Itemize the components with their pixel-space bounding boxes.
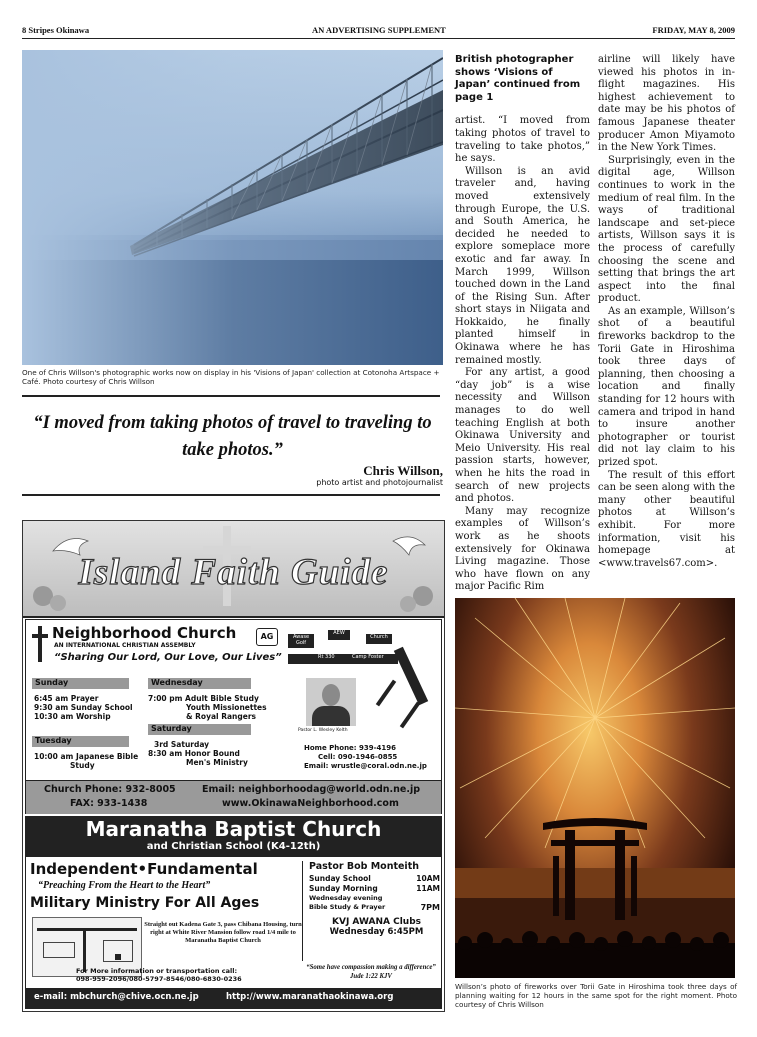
wednesday-item: Youth Missionettes <box>186 703 267 712</box>
map-label-foster: Camp Foster <box>352 654 384 660</box>
church-phone: Church Phone: 932-8005 <box>44 784 176 795</box>
info-phones: 098-959-2096/080-5797-8546/080-6830-0236 <box>76 975 242 983</box>
maranatha-info <box>76 967 306 983</box>
quote-rule-bottom <box>22 494 440 496</box>
article-paragraph: As an example, Willson’s shot of a beautiful fireworks backdrop to the Torii Gate in Hiroshima took three days of planning, then choosing a location and finally standing for 12 hours with camera and tripod in hand to insure another photographer or tourist did not lay claim to his prized spot. <box>598 305 735 468</box>
cell-phone: Cell: 090-1946-0855 <box>318 753 398 761</box>
bridge-illustration <box>22 50 443 365</box>
quote-rule-top <box>22 395 440 397</box>
awana-time: Wednesday 6:45PM <box>329 927 424 937</box>
maranatha-directions: Straight out Kadena Gate 3, pass Chibana Housing, turn right at White River Mansion follow road 1/4 mile to Maranatha Baptist Church <box>144 921 302 944</box>
maranatha-tagline-3: Military Ministry For All Ages <box>30 895 260 911</box>
article-paragraph: Many may recognize examples of Willson’s work as he shoots extensively for Okinawa Living magazine. Those who have flown on any major Pacific Rim <box>455 505 590 593</box>
maranatha-email: e-mail: mbchurch@chive.ocn.ne.jp <box>34 992 199 1002</box>
church-advertisement <box>22 520 445 1012</box>
schedule-row <box>309 874 444 884</box>
article-paragraph: For any artist, a good “day job” is a wise necessity and Willson manages to do well teaching English at both Okinawa University and Meio University. His real passion starts, however, when he hits the road in search of new projects and photos. <box>455 367 590 505</box>
saturday-item: 3rd Saturday <box>154 740 210 749</box>
map-label-golf: Awase Golf <box>288 634 314 648</box>
article-column-2 <box>598 54 735 570</box>
saturday-item: 8:30 am Honor Bound <box>148 749 240 758</box>
awana-clubs: KVJ AWANA Clubs <box>332 917 421 927</box>
pastor-photo <box>306 678 356 726</box>
pull-quote: “I moved from taking photos of travel to traveling to take photos.” <box>33 413 432 460</box>
schedule-time: 11AM <box>416 884 440 893</box>
faith-guide-title: Island Faith Guide <box>78 552 389 593</box>
schedule-label: Sunday Morning <box>309 884 378 893</box>
cross-icon <box>32 626 48 662</box>
schedule-row <box>309 903 444 913</box>
bridge-photo-caption: One of Chris Willson's photographic works now on display in his 'Visions of Japan' collection at Cotonoha Artspace + Café. Photo courtesy of Chris Willson <box>22 368 440 386</box>
maranatha-schedule-box <box>302 861 444 961</box>
schedule-row <box>309 894 444 903</box>
supplement-label: AN ADVERTISING SUPPLEMENT <box>312 25 446 35</box>
quote-author-title: photo artist and photojournalist <box>316 478 443 487</box>
issue-date: FRIDAY, MAY 8, 2009 <box>652 25 735 35</box>
home-phone: Home Phone: 939-4196 <box>304 744 397 752</box>
maranatha-website: http://www.maranathaokinawa.org <box>226 992 394 1002</box>
maranatha-verse: “Some have compassion making a difference” Jude 1:22 KJV <box>306 964 436 980</box>
quote-author: Chris Willson, <box>363 463 443 478</box>
article-paragraph: The result of this effort can be seen along with the many other beautiful photos at Willson’s exhibit. For more information, visit his homepage at <www.travels67.com>. <box>598 469 735 569</box>
page-header <box>22 24 735 39</box>
church-footer <box>26 780 441 814</box>
sunday-schedule <box>34 694 133 721</box>
map-label-aew: AEW <box>328 630 350 640</box>
tuesday-item: Study <box>70 761 95 770</box>
info-label: For More information or transportation call: <box>76 967 238 975</box>
tuesday-label: Tuesday <box>32 736 129 747</box>
sunday-item: 10:30 am Worship <box>34 712 111 721</box>
map-label-church: Church <box>366 634 392 644</box>
sunday-item: 9:30 am Sunday School <box>34 703 133 712</box>
pastor-name: Pastor L. Wesley Kelth <box>298 728 348 733</box>
maranatha-sub: and Christian School (K4-12th) <box>146 841 321 852</box>
church-website: www.OkinawaNeighborhood.com <box>222 798 399 809</box>
sunday-label: Sunday <box>32 678 129 689</box>
saturday-schedule <box>148 740 248 767</box>
saturday-item: Men's Ministry <box>186 758 248 767</box>
wednesday-schedule <box>148 694 267 721</box>
maranatha-pastor: Pastor Bob Monteith <box>309 861 419 872</box>
maranatha-tagline-1: Independent•Fundamental <box>30 860 258 878</box>
neighborhood-church-motto: “Sharing Our Lord, Our Love, Our Lives” <box>54 652 282 663</box>
maranatha-name: Maranatha Baptist Church <box>85 817 382 841</box>
fireworks-photo <box>455 598 735 978</box>
tuesday-item: 10:00 am Japanese Bible <box>34 752 139 761</box>
fireworks-torii-illustration <box>455 598 735 978</box>
schedule-label: Wednesday evening <box>309 894 383 902</box>
page-number-section: 8 Stripes Okinawa <box>22 25 90 35</box>
schedule-row <box>309 884 444 894</box>
firework-streaks <box>455 598 735 848</box>
ag-badge: AG <box>256 628 278 646</box>
schedule-time: 7PM <box>420 903 440 912</box>
article-paragraph: Willson is an avid traveler and, having moved extensively through Europe, the U.S. and South America, he decided he needed to explore someplace more exotic and far away. In March 1999, Willson touched down in the Land of the Rising Sun. After short stays in Niigata and Hokkaido, he finally planted himself in Okinawa where he has remained mostly. <box>455 165 590 366</box>
article-paragraph: Surprisingly, even in the digital age, Willson continues to work in the medium of real film. In the ways of traditional landscape and set-piece artists, Willson says it is the process of carefully choosing the scene and setting that brings the art aspect into the final product. <box>598 154 735 305</box>
schedule-label: Sunday School <box>309 874 371 883</box>
fireworks-photo-caption: Willson’s photo of fireworks over Torii Gate in Hiroshima took three days of planning waiting for 12 hours in the same spot for the right moment. Photo courtesy of Chris Willson <box>455 982 737 1009</box>
maranatha-header <box>26 817 441 857</box>
neighborhood-church-ad <box>25 619 442 814</box>
article-paragraph: airline will likely have viewed his photos in in-flight magazines. His highest achievement to date may be his photos of famous Japanese theater producer Amon Miyamoto in the New York Times. <box>598 54 735 154</box>
church-email: Email: neighborhoodag@world.odn.ne.jp <box>202 784 421 795</box>
article-paragraph: artist. “I moved from taking photos of travel to traveling to take photos,” he says. <box>455 115 590 165</box>
article-column-1 <box>455 54 590 594</box>
sunday-item: 6:45 am Prayer <box>34 694 99 703</box>
saturday-label: Saturday <box>148 724 251 735</box>
maranatha-footer <box>26 988 441 1008</box>
wednesday-label: Wednesday <box>148 678 251 689</box>
wednesday-item: & Royal Rangers <box>186 712 257 721</box>
schedule-label: Bible Study & Prayer <box>309 903 386 911</box>
bridge-photo <box>22 50 443 365</box>
wednesday-item: 7:00 pm Adult Bible Study <box>148 694 259 703</box>
maranatha-tagline-2: “Preaching From the Heart to the Heart” <box>38 880 211 891</box>
maranatha-church-ad <box>25 816 442 1009</box>
church-fax: FAX: 933-1438 <box>70 798 148 809</box>
neighborhood-church-name: Neighborhood Church <box>52 624 237 642</box>
article-continuation-head: British photographer shows ‘Visions of Japan’ continued from page 1 <box>455 54 581 103</box>
contact-info <box>304 744 427 771</box>
map-label-route: Rt 330 <box>318 654 335 660</box>
tuesday-schedule <box>34 752 138 770</box>
neighborhood-church-sub: AN INTERNATIONAL CHRISTIAN ASSEMBLY <box>54 642 196 649</box>
faith-guide-banner <box>23 521 444 618</box>
schedule-time: 10AM <box>416 874 440 883</box>
pastor-email: Email: wrustle@coral.odn.ne.jp <box>304 762 427 770</box>
